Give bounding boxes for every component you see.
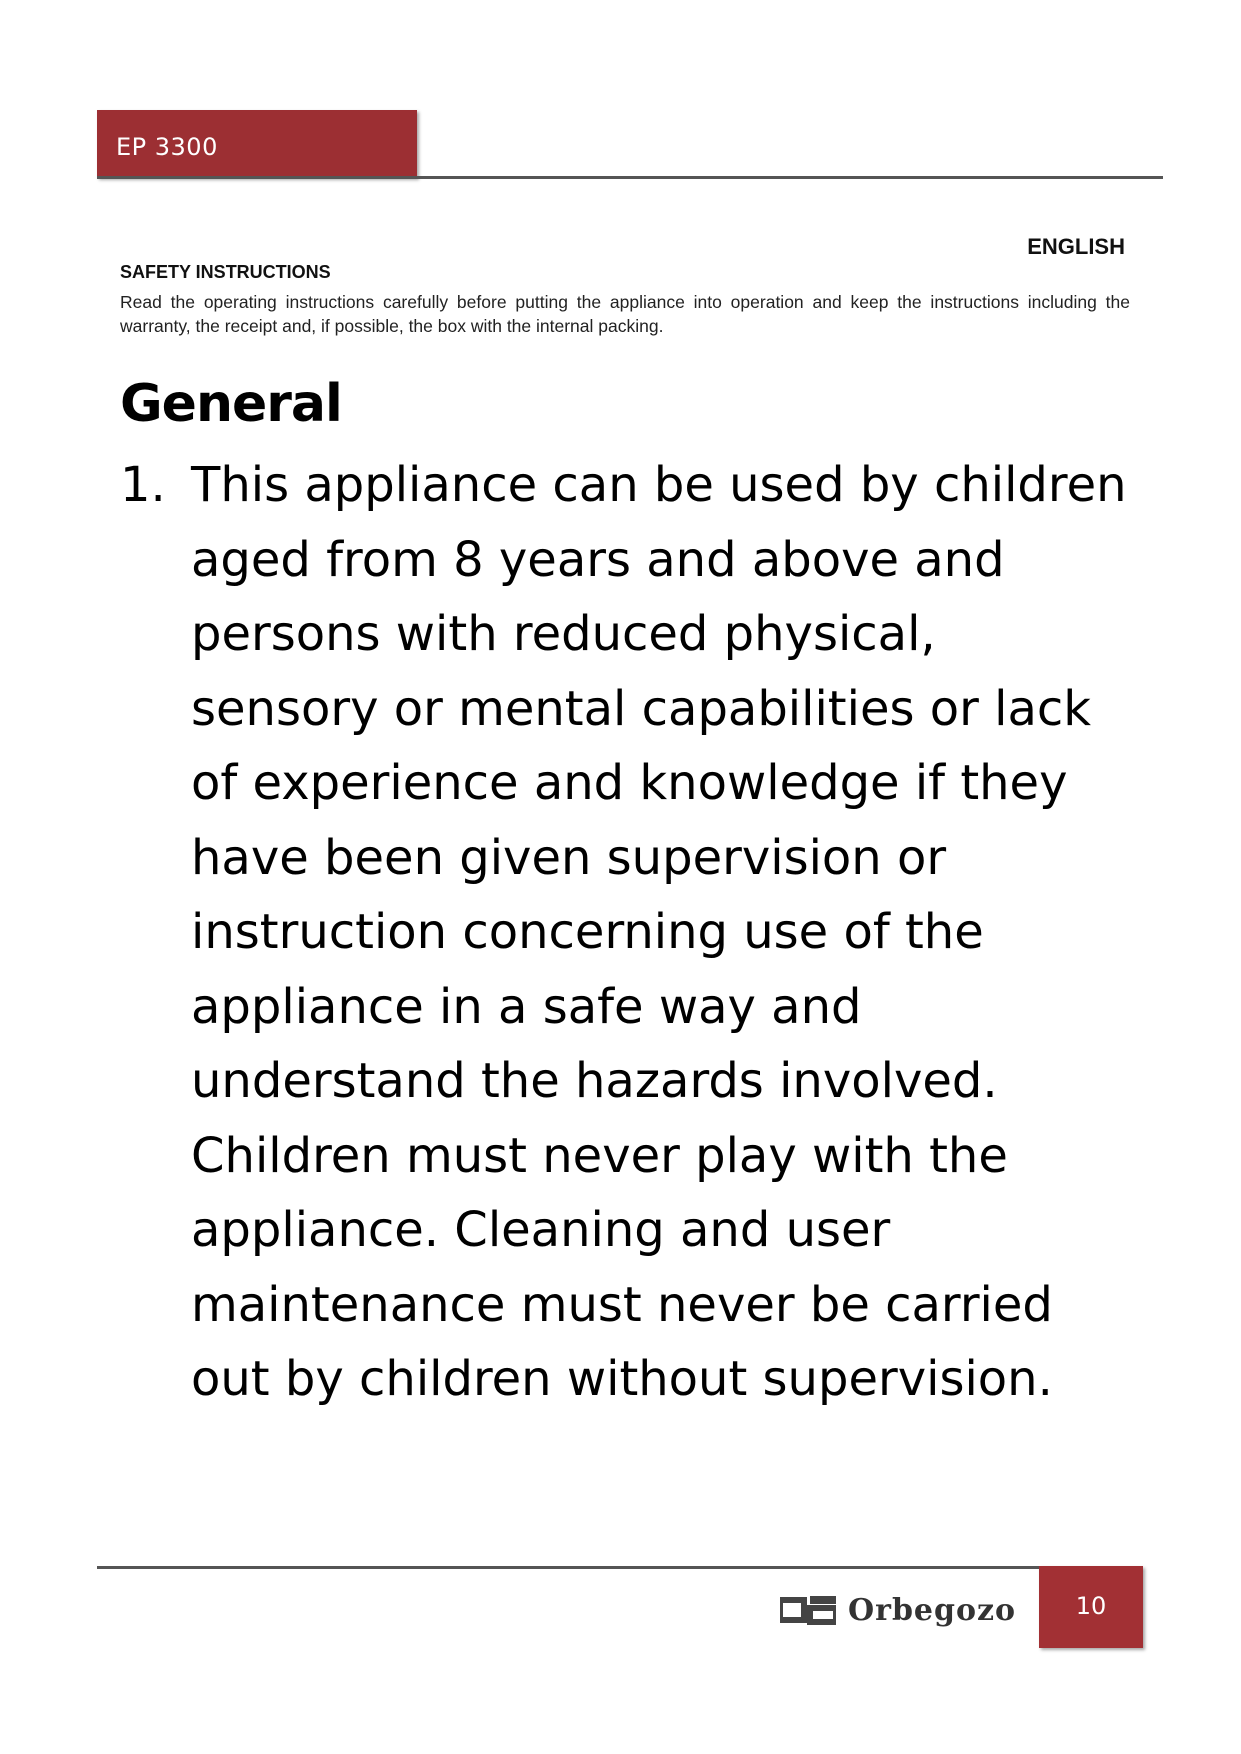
list-item-text: This appliance can be used by children aged from 8 years and above and persons with reduced physical, sensory or mental capabilities or lack of experience and knowledge if they have been given supervision or instruction concerning use of the appliance in a safe way and understand the hazards involved. Children must never play with the appliance. Cleaning and user maintenance must never be carried out by children without supervision. xyxy=(191,457,1127,1407)
model-label: EP 3300 xyxy=(116,133,218,161)
intro-paragraph: Read the operating instructions carefully before putting the appliance into operation and keep the instructions including the warranty, the receipt and, if possible, the box with the internal packing. xyxy=(120,292,1130,336)
section-title: SAFETY INSTRUCTIONS xyxy=(120,262,331,282)
page-number-box xyxy=(1039,1566,1143,1648)
language-label: ENGLISH xyxy=(1027,234,1125,259)
brand-name: Orbegozo xyxy=(848,1592,1017,1628)
footer-divider xyxy=(97,1566,1039,1569)
header-divider xyxy=(97,176,1163,179)
brand-logo xyxy=(780,1590,1016,1630)
page-number: 10 xyxy=(1075,1592,1107,1620)
list-item-number: 1. xyxy=(120,457,166,513)
general-heading: General xyxy=(120,374,342,434)
orbegozo-logo-icon xyxy=(780,1594,836,1626)
